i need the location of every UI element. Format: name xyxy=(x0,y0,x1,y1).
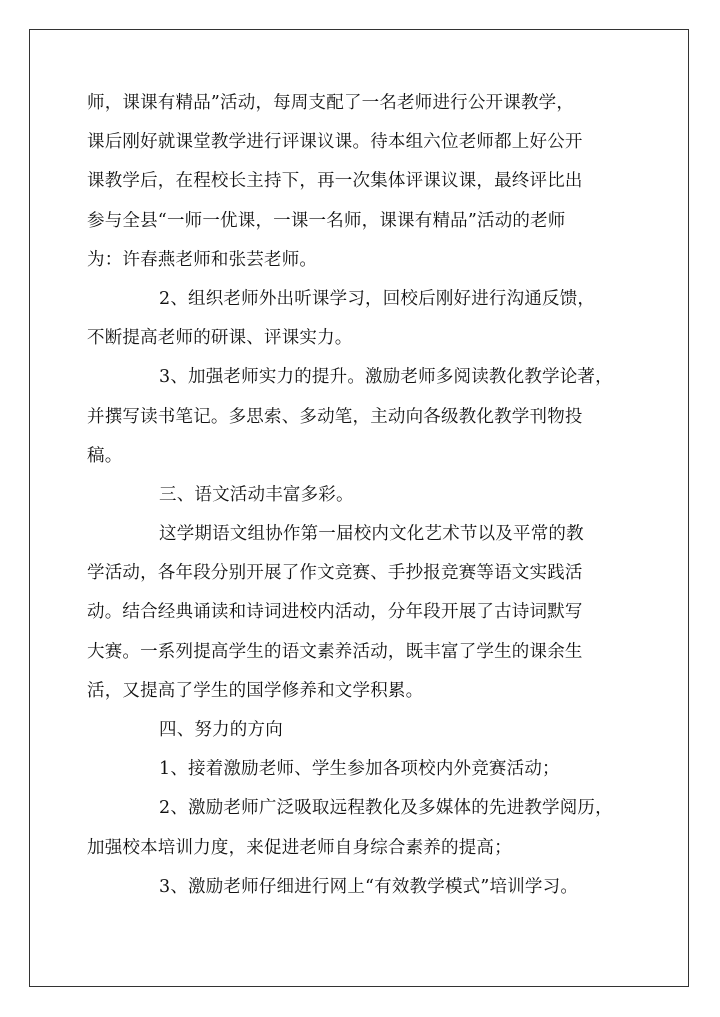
text-line: 课教学后，在程校长主持下，再一次集体评课议课，最终评比出 xyxy=(87,171,583,192)
text-line: 参与全县“一师一优课，一课一名师，课课有精品”活动的老师 xyxy=(87,210,566,231)
text-line: 课后刚好就课堂教学进行评课议课。待本组六位老师都上好公开 xyxy=(87,132,583,153)
section-heading: 四、努力的方向 xyxy=(159,720,283,740)
text-line: 并撰写读书笔记。多思索、多动笔，主动向各级教化教学刊物投 xyxy=(87,406,583,427)
text-line: 2、组织老师外出听课学习，回校后刚好进行沟通反馈， xyxy=(159,288,596,309)
text-line: 为：许春燕老师和张芸老师。 xyxy=(87,249,318,270)
section-heading: 三、语文活动丰富多彩。 xyxy=(159,484,354,505)
text-line: 3、加强老师实力的提升。激励老师多阅读教化教学论著， xyxy=(159,367,613,388)
text-line: 不断提高老师的研课、评课实力。 xyxy=(87,328,353,349)
text-line: 加强校本培训力度，来促进老师自身综合素养的提高； xyxy=(87,837,512,858)
text-line: 稿。 xyxy=(87,445,123,466)
text-line: 大赛。一系列提高学生的语文素养活动，既丰富了学生的课余生 xyxy=(87,641,583,662)
text-line: 3、激励老师仔细进行网上“有效教学模式”培训学习。 xyxy=(159,876,579,897)
text-line: 学活动，各年段分别开展了作文竞赛、手抄报竞赛等语文实践活 xyxy=(87,563,583,584)
text-line: 这学期语文组协作第一届校内文化艺术节以及平常的教 xyxy=(159,524,584,545)
text-line: 活，又提高了学生的国学修养和文学积累。 xyxy=(87,680,424,701)
text-line: 2、激励老师广泛吸取远程教化及多媒体的先进教学阅历， xyxy=(159,798,613,819)
text-line: 1、接着激励老师、学生参加各项校内外竞赛活动； xyxy=(159,759,560,780)
document-body xyxy=(87,84,639,907)
text-line: 动。结合经典诵读和诗词进校内活动，分年段开展了古诗词默写 xyxy=(87,602,583,623)
text-line: 师，课课有精品”活动，每周支配了一名老师进行公开课教学， xyxy=(87,93,575,113)
